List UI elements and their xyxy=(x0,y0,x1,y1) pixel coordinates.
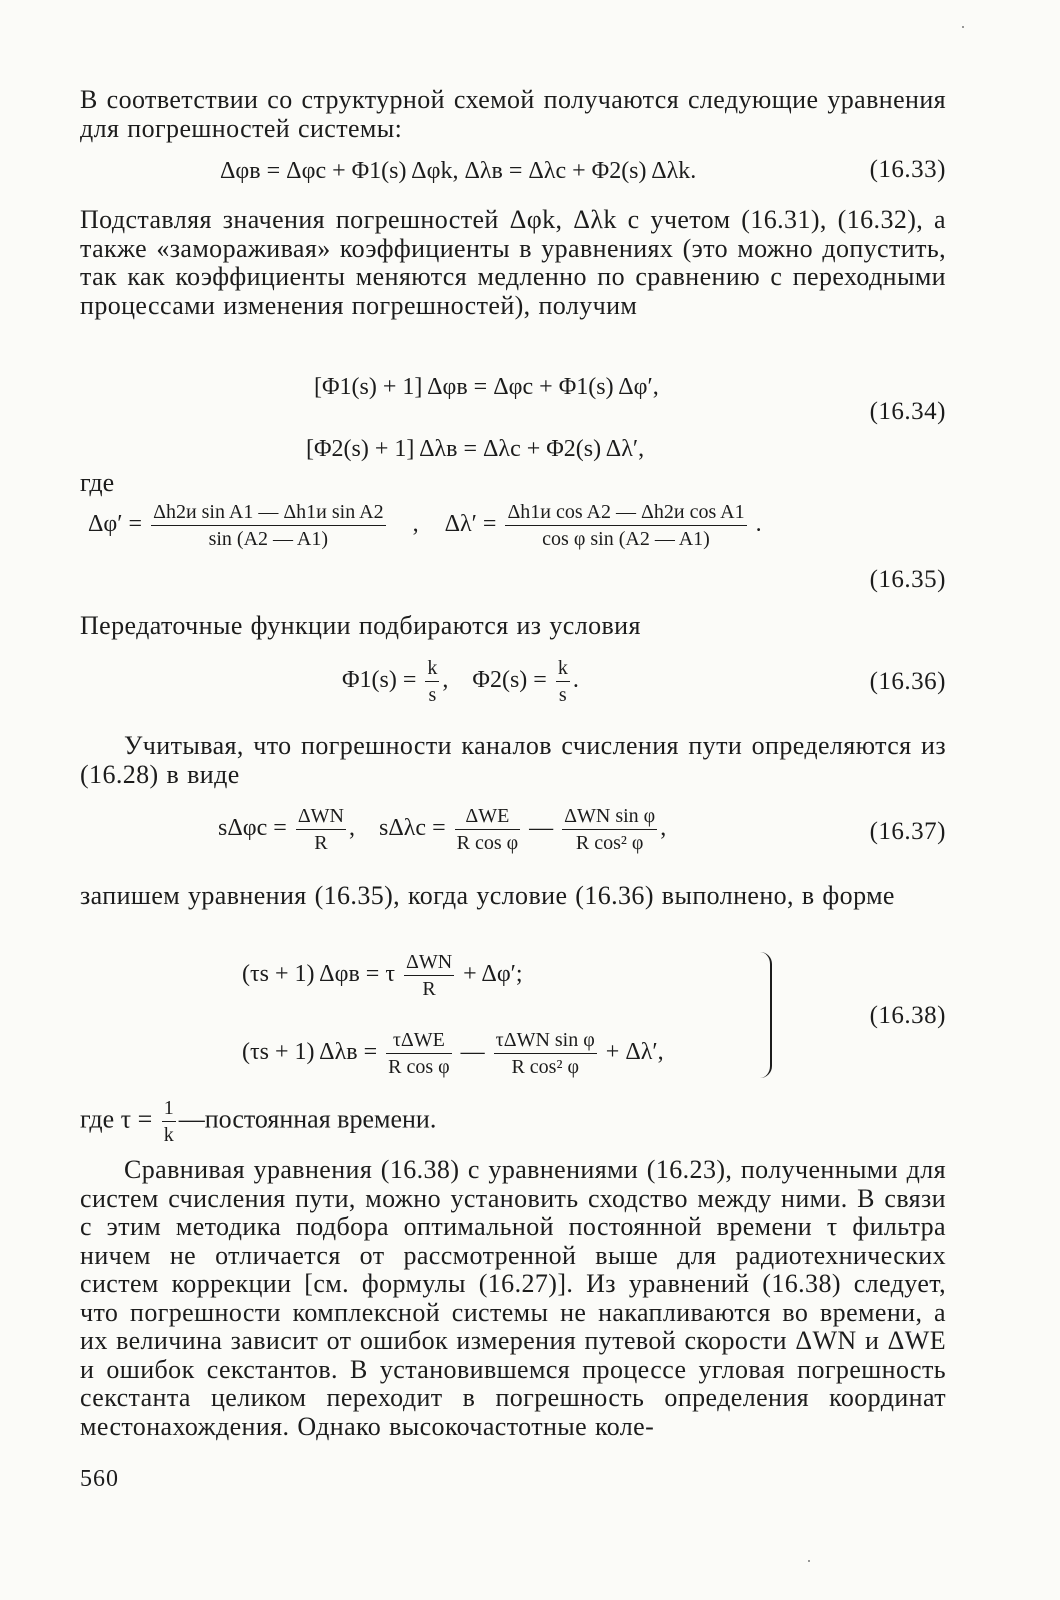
fraction-numerator: τΔWE xyxy=(386,1028,452,1054)
fraction-denominator: cos φ sin (A2 — A1) xyxy=(542,528,710,550)
equation-16-38-a xyxy=(242,950,523,1001)
paragraph-transfer-functions: Передаточные функции подбираются из условия xyxy=(80,611,641,640)
delta-phi-prime-lhs: Δφ′ = xyxy=(88,511,143,538)
fraction-numerator: Δh1и cos A2 — Δh2и cos A1 xyxy=(505,500,746,526)
fraction-denominator: R cos φ xyxy=(388,1056,450,1078)
paper-speck xyxy=(962,26,964,28)
s-delta-phi-lhs: sΔφc = xyxy=(218,815,287,842)
s-delta-lambda-lhs: sΔλc = xyxy=(379,815,446,842)
equation-16-34-a: [Φ1(s) + 1] Δφв = Δφc + Φ1(s) Δφ′, xyxy=(314,374,659,400)
fraction-numerator: k xyxy=(556,656,570,682)
tau-description: —постоянная времени. xyxy=(178,1104,437,1134)
fraction-numerator: Δh2и sin A1 — Δh1и sin A2 xyxy=(151,500,386,526)
dwn-sin-fraction xyxy=(562,804,657,855)
k-over-s-fraction xyxy=(425,656,439,707)
fraction-denominator: s xyxy=(428,684,437,706)
equation-lhs: (τs + 1) Δφв = τ xyxy=(242,961,395,988)
fraction-denominator: R xyxy=(422,978,436,1000)
fraction-denominator: s xyxy=(558,684,567,706)
equation-tail: + Δλ′, xyxy=(605,1039,664,1066)
equation-16-37: sΔφc = $\frac{\text{ΔWN}}{R}$ , sΔλc = $\frac{\text{ΔWE}}{\text{R cos φ}}$ — $\frac{\text{ΔWN sin φ}}{\text{R cos² φ}}$ , xyxy=(218,805,667,854)
delta-phi-prime-fraction xyxy=(151,500,386,551)
page-number: 560 xyxy=(80,1466,119,1492)
right-brace xyxy=(760,952,772,1078)
one-over-k-fraction xyxy=(162,1096,176,1147)
paragraph-substitution: Подставляя значения погрешностей Δφk, Δλk с учетом (16.31), (16.32), а также «замораживая» коэффициенты в уравнениях (это можно допустить, так как коэффициенты меняются медленно по сравнению с переходными процессами изменения погрешностей), получим xyxy=(80,205,946,320)
where-label-1: где xyxy=(80,468,115,497)
equation-16-34-b: [Φ2(s) + 1] Δλв = Δλc + Φ2(s) Δλ′, xyxy=(306,436,645,462)
equation-number-16-38: (16.38) xyxy=(869,1002,946,1029)
fraction-numerator: 1 xyxy=(162,1096,176,1122)
paragraph-comparison: Сравнивая уравнения (16.38) с уравнениями (16.23), полученными для систем счисления пути, можно установить сходство между ними. В связи с этим методика подбора оптимальной постоянной времени τ фильтра ничем не отличается от рассмотренной выше для радиотехнических систем коррекции [см. формулы (16.27)]. Из уравнений (16.38) следует, что погрешности комплексной системы не накапливаются во времени, а их величина зависит от ошибок измерения путевой скорости ΔWN и ΔWE и ошибок секстантов. В установившемся процессе угловая погрешность секстанта целиком переходит в погрешность определения координат местонахождения. Однако высокочастотные коле- xyxy=(80,1155,946,1441)
where-label-2: где xyxy=(80,1104,115,1134)
fraction-denominator: R cos² φ xyxy=(511,1056,579,1078)
dwn-over-r-fraction xyxy=(404,950,454,1001)
fraction-numerator: ΔWN sin φ xyxy=(562,804,657,830)
equation-number-16-37: (16.37) xyxy=(869,818,946,845)
delta-lambda-prime-fraction xyxy=(505,500,746,551)
equation-16-38-b: (τs + 1) Δλв = $\frac{\text{τΔWE}}{\text{R cos φ}}$ — $\frac{\text{τΔWN sin φ}}{\text{R cos² φ}}$ + Δλ′, xyxy=(242,1029,664,1078)
fraction-numerator: ΔWN xyxy=(296,804,346,830)
fraction-numerator: ΔWN xyxy=(404,950,454,976)
fraction-denominator: R xyxy=(314,832,328,854)
phi1-lhs: Φ1(s) = xyxy=(342,667,417,694)
equation-16-36: Φ1(s) = $\frac{k}{s}$ , Φ2(s) = $\frac{k}{s}$ . xyxy=(342,657,579,706)
fraction-denominator: R cos φ xyxy=(456,832,519,854)
dwe-fraction xyxy=(455,804,521,855)
k-over-s-fraction xyxy=(556,656,570,707)
equation-number-16-35: (16.35) xyxy=(869,566,946,593)
equation-16-35: Δφ′ = $\frac{\text{Δh2и sin A1 — Δh1и sin A2}}{\sin (A2 — A1)}$ , Δλ′ = $\frac{\text{Δh1и cos A2 — Δh2и cos A1}}{\text{cos φ sin (A2 — A1)}}$ . xyxy=(88,501,762,550)
equation-number-16-36: (16.36) xyxy=(869,668,946,695)
phi2-lhs: Φ2(s) = xyxy=(472,667,547,694)
fraction-numerator: ΔWE xyxy=(455,804,521,830)
tau-lhs: τ = xyxy=(120,1104,153,1134)
equation-number-16-33: (16.33) xyxy=(869,156,946,183)
fraction-numerator: k xyxy=(425,656,439,682)
equation-tail: + Δφ′; xyxy=(463,961,523,988)
tau-dwn-sin-fraction xyxy=(494,1028,597,1079)
equation-lhs: (τs + 1) Δλв = xyxy=(242,1039,378,1066)
equation-16-33: Δφв = Δφc + Φ1(s) Δφk, Δλв = Δλc + Φ2(s) Δλk. xyxy=(220,158,697,184)
delta-lambda-prime-lhs: Δλ′ = xyxy=(444,511,497,538)
fraction-denominator: R cos² φ xyxy=(575,832,644,854)
fraction-denominator: k xyxy=(163,1124,174,1146)
dwn-over-r-fraction xyxy=(296,804,346,855)
paragraph-intro: В соответствии со структурной схемой получаются следующие уравнения для погрешностей системы: xyxy=(80,85,946,143)
paper-speck xyxy=(808,1560,810,1562)
paragraph-dead-reckoning-errors: Учитывая, что погрешности каналов счисления пути определяются из (16.28) в виде xyxy=(80,731,946,789)
equation-number-16-34: (16.34) xyxy=(869,398,946,425)
fraction-denominator: sin (A2 — A1) xyxy=(208,528,329,550)
paragraph-write-equations: запишем уравнения (16.35), когда условие (16.36) выполнено, в форме xyxy=(80,881,895,910)
tau-dwe-fraction xyxy=(386,1028,452,1079)
fraction-numerator: τΔWN sin φ xyxy=(494,1028,597,1054)
tau-definition xyxy=(80,1096,436,1147)
